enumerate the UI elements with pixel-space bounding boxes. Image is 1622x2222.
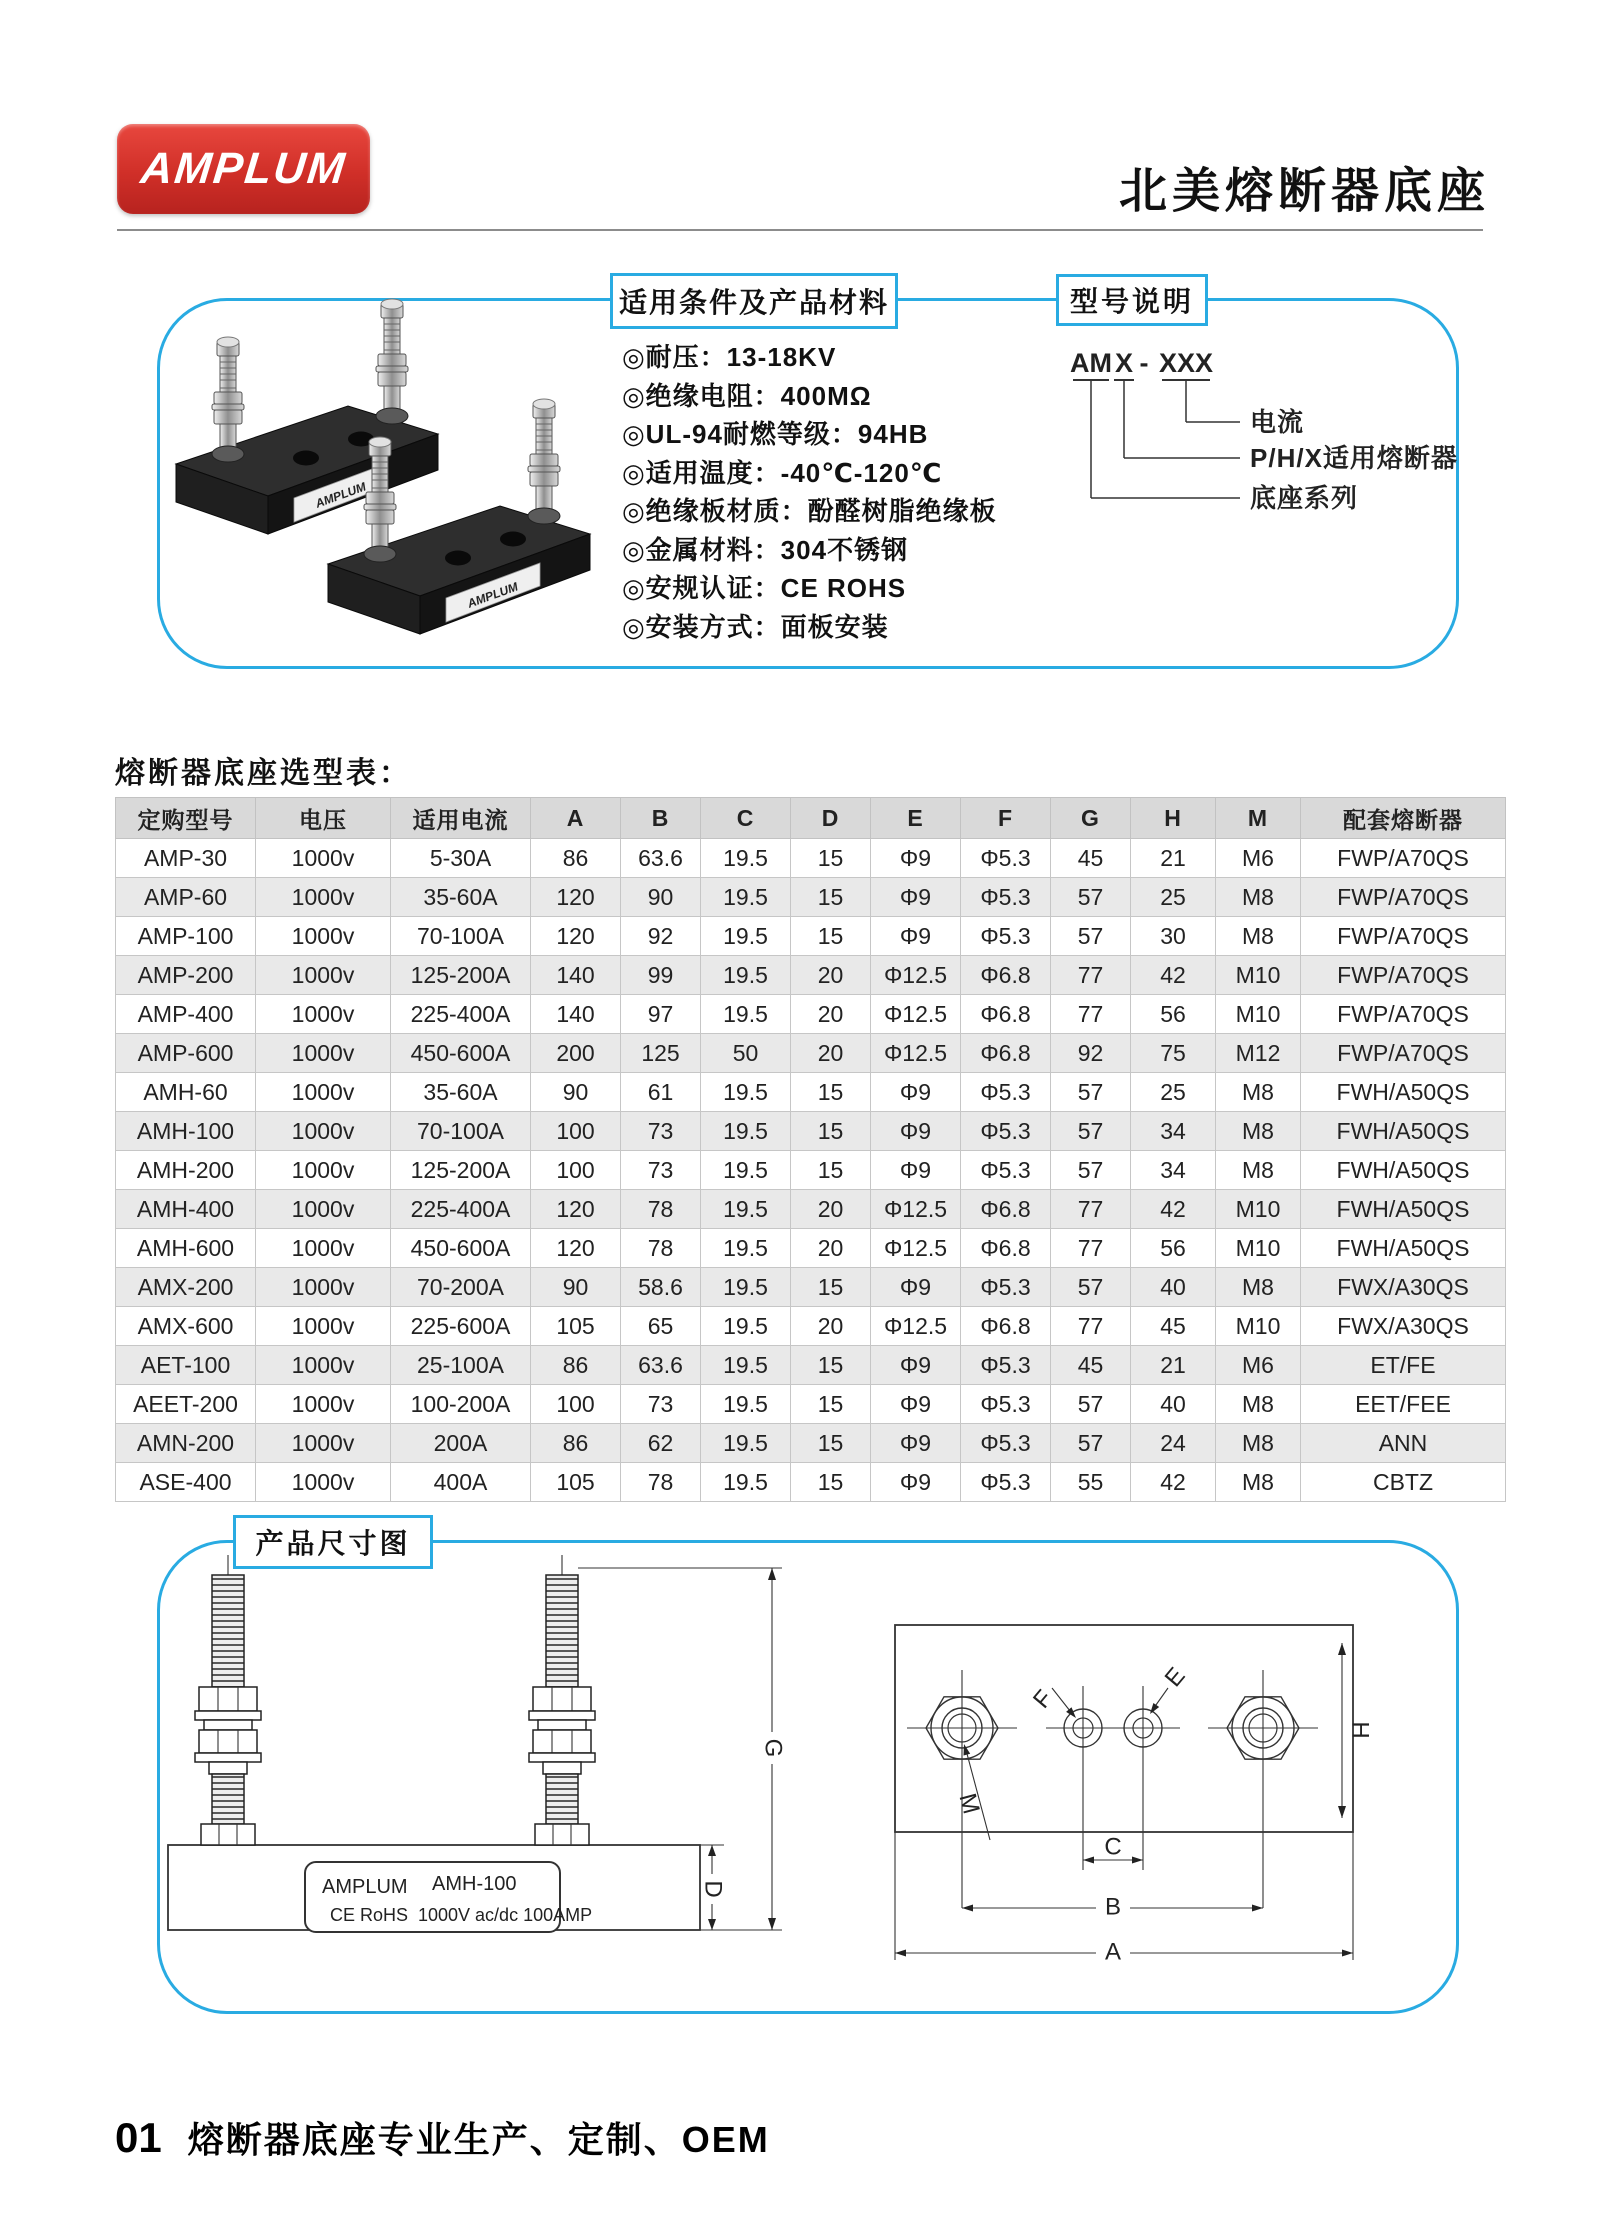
table-cell: M10 — [1216, 995, 1301, 1034]
table-row — [116, 1346, 1506, 1385]
table-cell: AMH-100 — [116, 1112, 256, 1151]
table-cell: 100 — [531, 1112, 621, 1151]
table-cell: 97 — [621, 995, 701, 1034]
table-cell: 140 — [531, 956, 621, 995]
table-cell: 42 — [1131, 1190, 1216, 1229]
table-cell: 77 — [1051, 956, 1131, 995]
table-cell: 225-400A — [391, 995, 531, 1034]
drawing-label-rating: 1000V ac/dc 100AMP — [418, 1905, 593, 1925]
table-cell: Φ5.3 — [961, 1073, 1051, 1112]
table-row — [116, 878, 1506, 917]
table-cell: 20 — [791, 956, 871, 995]
table-cell: AMP-400 — [116, 995, 256, 1034]
table-cell: 99 — [621, 956, 701, 995]
table-cell: Φ9 — [871, 1151, 961, 1190]
table-cell: ANN — [1301, 1424, 1506, 1463]
table-cell: Φ6.8 — [961, 956, 1051, 995]
table-cell: M10 — [1216, 1307, 1301, 1346]
table-cell: 45 — [1051, 839, 1131, 878]
table-cell: AMH-600 — [116, 1229, 256, 1268]
table-cell: Φ5.3 — [961, 1385, 1051, 1424]
table-cell: 73 — [621, 1385, 701, 1424]
table-cell: FWH/A50QS — [1301, 1112, 1506, 1151]
table-cell: Φ9 — [871, 1073, 961, 1112]
dim-letter-a: A — [1104, 1938, 1122, 1966]
table-cell: 30 — [1131, 917, 1216, 956]
table-cell: M8 — [1216, 1385, 1301, 1424]
table-cell: 19.5 — [701, 1151, 791, 1190]
table-cell: 63.6 — [621, 839, 701, 878]
table-row — [116, 1190, 1506, 1229]
table-cell: Φ12.5 — [871, 1307, 961, 1346]
table-cell: Φ9 — [871, 839, 961, 878]
table-cell: 42 — [1131, 1463, 1216, 1502]
table-cell: 78 — [621, 1463, 701, 1502]
model-code-current: XXX — [1158, 348, 1214, 378]
table-cell: 70-200A — [391, 1268, 531, 1307]
table-cell: 225-600A — [391, 1307, 531, 1346]
table-cell: 15 — [791, 1268, 871, 1307]
table-cell: FWP/A70QS — [1301, 839, 1506, 878]
table-cell: Φ5.3 — [961, 917, 1051, 956]
table-cell: 63.6 — [621, 1346, 701, 1385]
table-cell: ET/FE — [1301, 1346, 1506, 1385]
table-cell: AMH-200 — [116, 1151, 256, 1190]
dim-letter-m: M — [953, 1790, 985, 1817]
table-cell: Φ5.3 — [961, 839, 1051, 878]
table-cell: 56 — [1131, 995, 1216, 1034]
column-header: 电压 — [256, 798, 391, 839]
table-cell: 5-30A — [391, 839, 531, 878]
table-cell: M10 — [1216, 1190, 1301, 1229]
table-cell: Φ6.8 — [961, 1190, 1051, 1229]
table-cell: 57 — [1051, 1151, 1131, 1190]
table-cell: M8 — [1216, 1112, 1301, 1151]
model-label-series: 底座系列 — [1250, 483, 1359, 513]
dimension-panel-title: 产品尺寸图 — [233, 1515, 433, 1569]
top-view-drawing — [880, 1608, 1440, 1978]
column-header: H — [1131, 798, 1216, 839]
column-header: C — [701, 798, 791, 839]
table-cell: Φ9 — [871, 917, 961, 956]
table-cell: 21 — [1131, 1346, 1216, 1385]
spec-item: ◎耐压：13-18KV — [622, 342, 837, 372]
table-cell: 100 — [531, 1151, 621, 1190]
table-cell: 57 — [1051, 1073, 1131, 1112]
table-cell: 120 — [531, 878, 621, 917]
table-row — [116, 1463, 1506, 1502]
table-cell: FWP/A70QS — [1301, 878, 1506, 917]
table-cell: 125-200A — [391, 1151, 531, 1190]
table-cell: 50 — [701, 1034, 791, 1073]
table-cell: M8 — [1216, 1424, 1301, 1463]
table-cell: AMP-200 — [116, 956, 256, 995]
table-row — [116, 1151, 1506, 1190]
header-divider — [117, 229, 1483, 231]
table-cell: Φ9 — [871, 1268, 961, 1307]
table-cell: 25 — [1131, 1073, 1216, 1112]
table-cell: 56 — [1131, 1229, 1216, 1268]
table-cell: M8 — [1216, 878, 1301, 917]
table-cell: 19.5 — [701, 839, 791, 878]
table-cell: Φ9 — [871, 1112, 961, 1151]
table-cell: M10 — [1216, 956, 1301, 995]
table-cell: M10 — [1216, 1229, 1301, 1268]
table-cell: 225-400A — [391, 1190, 531, 1229]
table-cell: CBTZ — [1301, 1463, 1506, 1502]
spec-item: ◎绝缘电阻：400MΩ — [622, 380, 872, 411]
dim-letter-c: C — [1104, 1833, 1122, 1861]
table-cell: AMP-600 — [116, 1034, 256, 1073]
model-label-fusetype: P/H/X适用熔断器 — [1250, 443, 1458, 473]
column-header: M — [1216, 798, 1301, 839]
table-cell: 450-600A — [391, 1229, 531, 1268]
table-cell: 35-60A — [391, 878, 531, 917]
table-cell: 20 — [791, 995, 871, 1034]
selection-table-title: 熔断器底座选型表： — [115, 757, 412, 790]
table-cell: Φ9 — [871, 1463, 961, 1502]
spec-item: ◎UL-94耐燃等级：94HB — [622, 419, 929, 449]
column-header: 配套熔断器 — [1301, 798, 1506, 839]
table-cell: 70-100A — [391, 1112, 531, 1151]
table-cell: 92 — [1051, 1034, 1131, 1073]
column-header: B — [621, 798, 701, 839]
table-cell: 86 — [531, 839, 621, 878]
column-header: F — [961, 798, 1051, 839]
table-cell: Φ5.3 — [961, 1424, 1051, 1463]
column-header: 定购型号 — [116, 798, 256, 839]
table-cell: 57 — [1051, 1112, 1131, 1151]
table-cell: 15 — [791, 1151, 871, 1190]
table-cell: 1000v — [256, 839, 391, 878]
table-cell: Φ6.8 — [961, 995, 1051, 1034]
table-cell: 70-100A — [391, 917, 531, 956]
intro-panel-title: 适用条件及产品材料 — [610, 273, 898, 329]
dim-letter-d: D — [699, 1880, 727, 1898]
table-cell: AEET-200 — [116, 1385, 256, 1424]
table-cell: 45 — [1051, 1346, 1131, 1385]
table-cell: 19.5 — [701, 1346, 791, 1385]
table-cell: 73 — [621, 1151, 701, 1190]
table-cell: M8 — [1216, 1268, 1301, 1307]
table-cell: 19.5 — [701, 1385, 791, 1424]
column-header: D — [791, 798, 871, 839]
table-cell: 1000v — [256, 1151, 391, 1190]
table-cell: 400A — [391, 1463, 531, 1502]
table-cell: 65 — [621, 1307, 701, 1346]
table-cell: FWH/A50QS — [1301, 1190, 1506, 1229]
table-cell: 1000v — [256, 1112, 391, 1151]
table-cell: 15 — [791, 1424, 871, 1463]
table-cell: Φ6.8 — [961, 1307, 1051, 1346]
dim-letter-e: E — [1159, 1662, 1191, 1693]
table-cell: 1000v — [256, 956, 391, 995]
table-row — [116, 995, 1506, 1034]
table-cell: 1000v — [256, 1346, 391, 1385]
table-cell: 57 — [1051, 917, 1131, 956]
table-cell: 105 — [531, 1463, 621, 1502]
column-header: E — [871, 798, 961, 839]
table-row — [116, 917, 1506, 956]
table-cell: EET/FEE — [1301, 1385, 1506, 1424]
table-cell: M8 — [1216, 1463, 1301, 1502]
table-cell: AMP-100 — [116, 917, 256, 956]
table-cell: Φ5.3 — [961, 1268, 1051, 1307]
table-cell: 140 — [531, 995, 621, 1034]
table-cell: 55 — [1051, 1463, 1131, 1502]
table-cell: AET-100 — [116, 1346, 256, 1385]
table-cell: 1000v — [256, 1385, 391, 1424]
table-cell: 19.5 — [701, 1073, 791, 1112]
table-cell: M6 — [1216, 1346, 1301, 1385]
table-cell: 19.5 — [701, 1463, 791, 1502]
table-cell: M8 — [1216, 917, 1301, 956]
model-code-series: AM — [1070, 348, 1112, 378]
table-cell: 19.5 — [701, 917, 791, 956]
table-cell: 120 — [531, 917, 621, 956]
table-cell: Φ12.5 — [871, 1034, 961, 1073]
table-cell: M8 — [1216, 1151, 1301, 1190]
table-cell: FWP/A70QS — [1301, 995, 1506, 1034]
model-code-type: X — [1114, 348, 1134, 378]
table-cell: Φ6.8 — [961, 1034, 1051, 1073]
table-cell: Φ5.3 — [961, 1346, 1051, 1385]
table-cell: 15 — [791, 1073, 871, 1112]
selection-table — [115, 797, 1506, 1502]
table-cell: 15 — [791, 878, 871, 917]
table-cell: 200 — [531, 1034, 621, 1073]
table-cell: FWH/A50QS — [1301, 1229, 1506, 1268]
table-cell: 58.6 — [621, 1268, 701, 1307]
table-cell: 19.5 — [701, 995, 791, 1034]
table-cell: 19.5 — [701, 1424, 791, 1463]
table-cell: 86 — [531, 1424, 621, 1463]
table-cell: 19.5 — [701, 1190, 791, 1229]
table-cell: 90 — [531, 1268, 621, 1307]
table-cell: FWX/A30QS — [1301, 1307, 1506, 1346]
table-cell: 35-60A — [391, 1073, 531, 1112]
table-cell: 77 — [1051, 1307, 1131, 1346]
table-row — [116, 1229, 1506, 1268]
column-header: 适用电流 — [391, 798, 531, 839]
table-cell: 1000v — [256, 1268, 391, 1307]
table-cell: 19.5 — [701, 1268, 791, 1307]
table-cell: 25-100A — [391, 1346, 531, 1385]
table-cell: 34 — [1131, 1151, 1216, 1190]
table-header-row — [116, 798, 1506, 839]
table-cell: 1000v — [256, 1190, 391, 1229]
table-cell: 1000v — [256, 1424, 391, 1463]
model-code-dash: - — [1139, 348, 1149, 378]
table-cell: 25 — [1131, 878, 1216, 917]
table-row — [116, 1073, 1506, 1112]
table-cell: 1000v — [256, 1463, 391, 1502]
table-cell: 15 — [791, 917, 871, 956]
table-cell: 77 — [1051, 1229, 1131, 1268]
dim-letter-h: H — [1346, 1721, 1374, 1739]
table-cell: Φ9 — [871, 1385, 961, 1424]
drawing-label-brand: AMPLUM — [322, 1876, 408, 1898]
table-cell: 20 — [791, 1190, 871, 1229]
spec-item: ◎安规认证：CE ROHS — [622, 573, 907, 603]
column-header: G — [1051, 798, 1131, 839]
table-cell: 1000v — [256, 1229, 391, 1268]
table-cell: FWH/A50QS — [1301, 1073, 1506, 1112]
table-cell: 19.5 — [701, 878, 791, 917]
table-cell: 61 — [621, 1073, 701, 1112]
table-cell: 57 — [1051, 1268, 1131, 1307]
table-cell: 15 — [791, 1385, 871, 1424]
brand-logo-text: AMPLUM — [138, 144, 349, 193]
table-cell: 75 — [1131, 1034, 1216, 1073]
table-cell: Φ12.5 — [871, 1229, 961, 1268]
table-cell: 1000v — [256, 878, 391, 917]
table-cell: 1000v — [256, 917, 391, 956]
table-cell: 34 — [1131, 1112, 1216, 1151]
table-cell: 15 — [791, 1346, 871, 1385]
spec-item: ◎适用温度：-40℃-120℃ — [622, 457, 943, 488]
table-cell: Φ5.3 — [961, 1151, 1051, 1190]
table-cell: 1000v — [256, 1034, 391, 1073]
table-cell: 90 — [621, 878, 701, 917]
table-cell: 120 — [531, 1229, 621, 1268]
table-cell: 15 — [791, 839, 871, 878]
selection-table-wrap — [115, 797, 1505, 1502]
table-cell: 15 — [791, 1112, 871, 1151]
page-title: 北美熔断器底座 — [1118, 165, 1490, 218]
table-cell: Φ6.8 — [961, 1229, 1051, 1268]
table-cell: FWP/A70QS — [1301, 1034, 1506, 1073]
table-cell: AMP-60 — [116, 878, 256, 917]
table-cell: 1000v — [256, 995, 391, 1034]
table-cell: FWH/A50QS — [1301, 1151, 1506, 1190]
table-cell: 62 — [621, 1424, 701, 1463]
table-cell: 20 — [791, 1307, 871, 1346]
table-cell: Φ12.5 — [871, 956, 961, 995]
table-cell: 57 — [1051, 1385, 1131, 1424]
table-row — [116, 1268, 1506, 1307]
table-cell: M6 — [1216, 839, 1301, 878]
table-row — [116, 1034, 1506, 1073]
table-cell: AMP-30 — [116, 839, 256, 878]
page-number: 01 — [115, 2114, 162, 2161]
table-cell: AMH-60 — [116, 1073, 256, 1112]
dim-letter-g: G — [759, 1738, 787, 1758]
table-cell: 19.5 — [701, 956, 791, 995]
table-cell: 78 — [621, 1190, 701, 1229]
table-cell: 45 — [1131, 1307, 1216, 1346]
table-cell: 24 — [1131, 1424, 1216, 1463]
table-cell: 78 — [621, 1229, 701, 1268]
table-cell: FWP/A70QS — [1301, 917, 1506, 956]
table-cell: Φ9 — [871, 878, 961, 917]
table-cell: Φ12.5 — [871, 1190, 961, 1229]
model-panel-title: 型号说明 — [1056, 274, 1208, 326]
table-cell: 86 — [531, 1346, 621, 1385]
table-cell: Φ5.3 — [961, 878, 1051, 917]
table-cell: 120 — [531, 1190, 621, 1229]
spec-item: ◎安装方式：面板安装 — [622, 611, 889, 642]
table-cell: 450-600A — [391, 1034, 531, 1073]
table-cell: AMN-200 — [116, 1424, 256, 1463]
model-label-current: 电流 — [1250, 407, 1305, 437]
drawing-label-cert: CE RoHS — [330, 1905, 409, 1925]
table-cell: AMH-400 — [116, 1190, 256, 1229]
table-cell: FWP/A70QS — [1301, 956, 1506, 995]
table-cell: AMX-600 — [116, 1307, 256, 1346]
table-cell: 19.5 — [701, 1229, 791, 1268]
table-cell: 15 — [791, 1463, 871, 1502]
table-row — [116, 956, 1506, 995]
table-cell: 77 — [1051, 995, 1131, 1034]
table-cell: ASE-400 — [116, 1463, 256, 1502]
table-cell: 57 — [1051, 1424, 1131, 1463]
footer-text: 熔断器底座专业生产、定制、OEM — [187, 2119, 770, 2160]
table-cell: 40 — [1131, 1268, 1216, 1307]
footer — [115, 2112, 770, 2163]
table-cell: 21 — [1131, 839, 1216, 878]
column-header: A — [531, 798, 621, 839]
table-row — [116, 1112, 1506, 1151]
dim-letter-b: B — [1104, 1893, 1122, 1921]
table-cell: 73 — [621, 1112, 701, 1151]
table-cell: 100-200A — [391, 1385, 531, 1424]
table-cell: 40 — [1131, 1385, 1216, 1424]
table-cell: 1000v — [256, 1073, 391, 1112]
table-cell: FWX/A30QS — [1301, 1268, 1506, 1307]
table-cell: 105 — [531, 1307, 621, 1346]
brand-logo — [117, 124, 370, 214]
table-cell: 77 — [1051, 1190, 1131, 1229]
table-cell: AMX-200 — [116, 1268, 256, 1307]
table-cell: 100 — [531, 1385, 621, 1424]
table-cell: 19.5 — [701, 1307, 791, 1346]
table-cell: 42 — [1131, 956, 1216, 995]
table-cell: 125-200A — [391, 956, 531, 995]
table-cell: 125 — [621, 1034, 701, 1073]
table-cell: 92 — [621, 917, 701, 956]
table-cell: 200A — [391, 1424, 531, 1463]
dim-letter-f: F — [1028, 1684, 1059, 1714]
table-cell: Φ5.3 — [961, 1112, 1051, 1151]
table-cell: Φ9 — [871, 1346, 961, 1385]
spec-item: ◎绝缘板材质：酚醛树脂绝缘板 — [622, 496, 997, 526]
table-row — [116, 1424, 1506, 1463]
table-cell: 20 — [791, 1034, 871, 1073]
spec-list — [622, 338, 1072, 646]
product-photo — [168, 318, 598, 648]
table-cell: Φ9 — [871, 1424, 961, 1463]
table-cell: 19.5 — [701, 1112, 791, 1151]
table-row — [116, 1307, 1506, 1346]
table-cell: Φ12.5 — [871, 995, 961, 1034]
table-cell: 57 — [1051, 878, 1131, 917]
table-cell: 1000v — [256, 1307, 391, 1346]
drawing-label-model: AMH-100 — [432, 1873, 517, 1895]
table-cell: 90 — [531, 1073, 621, 1112]
table-cell: M12 — [1216, 1034, 1301, 1073]
table-cell: M8 — [1216, 1073, 1301, 1112]
front-view-drawing — [160, 1552, 810, 1952]
table-row — [116, 1385, 1506, 1424]
table-cell: Φ5.3 — [961, 1463, 1051, 1502]
table-cell: 20 — [791, 1229, 871, 1268]
table-row — [116, 839, 1506, 878]
spec-item: ◎金属材料：304不锈钢 — [622, 534, 909, 565]
model-diagram — [1040, 330, 1458, 530]
